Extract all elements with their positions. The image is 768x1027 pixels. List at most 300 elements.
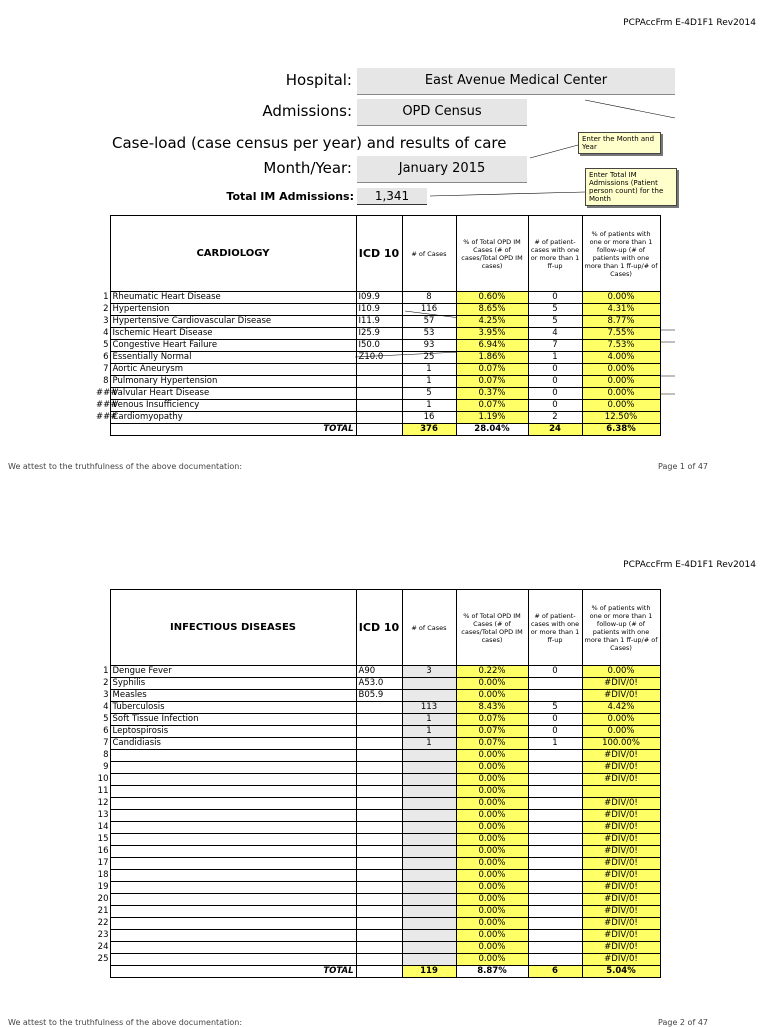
pct-total[interactable]: 6.94% [456, 340, 528, 352]
followup-count[interactable] [528, 930, 582, 942]
table-row [96, 292, 660, 304]
pct-followup[interactable]: 0.00% [582, 376, 660, 388]
followup-count[interactable]: 7 [528, 340, 582, 352]
row-number: 20 [97, 894, 109, 904]
total-cases: 119 [402, 966, 456, 978]
pct-total[interactable]: 0.00% [456, 954, 528, 966]
table-row [96, 678, 660, 690]
pct-total[interactable]: 0.00% [456, 846, 528, 858]
followup-count[interactable] [528, 834, 582, 846]
icd-code[interactable] [356, 786, 402, 798]
pct-followup[interactable]: #DIV/0! [582, 762, 660, 774]
pct-total[interactable]: 0.07% [456, 376, 528, 388]
row-number: 17 [97, 858, 109, 868]
followup-count[interactable]: 0 [528, 388, 582, 400]
case-count[interactable]: 1 [402, 738, 456, 750]
followup-count[interactable] [528, 810, 582, 822]
icd-code[interactable]: I50.0 [356, 340, 402, 352]
disease-name[interactable]: Venous Insufficiency [110, 400, 356, 412]
icd-code[interactable] [356, 870, 402, 882]
pct-followup[interactable]: 0.00% [582, 388, 660, 400]
followup-count[interactable]: 0 [528, 292, 582, 304]
case-count[interactable] [402, 678, 456, 690]
followup-count[interactable] [528, 786, 582, 798]
pct-followup[interactable]: #DIV/0! [582, 918, 660, 930]
month-field[interactable]: January 2015 [357, 156, 527, 183]
pct-followup[interactable]: 0.00% [582, 666, 660, 678]
case-count[interactable] [402, 918, 456, 930]
case-count[interactable] [402, 786, 456, 798]
table-row [96, 954, 660, 966]
row-number: 1 [103, 292, 109, 302]
total-spacer [96, 966, 110, 978]
col-pct-total: % of Total OPD IM Cases (# of cases/Total OPD IM cases) [456, 590, 528, 666]
total-row [96, 966, 660, 978]
case-count[interactable]: 116 [402, 304, 456, 316]
disease-name[interactable] [110, 774, 356, 786]
icd-code[interactable] [356, 894, 402, 906]
followup-count[interactable]: 0 [528, 666, 582, 678]
icd-code[interactable] [356, 834, 402, 846]
table-row [96, 930, 660, 942]
pct-followup[interactable]: 7.55% [582, 328, 660, 340]
disease-name[interactable] [110, 942, 356, 954]
table-row [96, 906, 660, 918]
pct-total[interactable]: 0.07% [456, 738, 528, 750]
pct-total[interactable]: 0.00% [456, 834, 528, 846]
icd-code[interactable] [356, 930, 402, 942]
case-count[interactable]: 1 [402, 364, 456, 376]
case-count[interactable]: 8 [402, 292, 456, 304]
row-number: 9 [103, 762, 109, 772]
case-count[interactable]: 57 [402, 316, 456, 328]
disease-name[interactable]: Congestive Heart Failure [110, 340, 356, 352]
disease-name[interactable] [110, 750, 356, 762]
case-count[interactable]: 53 [402, 328, 456, 340]
table-row [96, 666, 660, 678]
pct-followup[interactable]: #DIV/0! [582, 774, 660, 786]
followup-count[interactable] [528, 678, 582, 690]
pct-total[interactable]: 8.65% [456, 304, 528, 316]
pct-followup[interactable]: 0.00% [582, 292, 660, 304]
icd-code[interactable]: B05.9 [356, 690, 402, 702]
followup-count[interactable]: 1 [528, 352, 582, 364]
followup-count[interactable]: 1 [528, 738, 582, 750]
case-count[interactable]: 1 [402, 726, 456, 738]
col-icd: ICD 10 [356, 590, 402, 666]
case-count[interactable] [402, 834, 456, 846]
icd-code[interactable] [356, 822, 402, 834]
pct-total[interactable]: 0.00% [456, 930, 528, 942]
pct-total[interactable]: 0.00% [456, 798, 528, 810]
pct-total[interactable]: 0.07% [456, 364, 528, 376]
followup-count[interactable] [528, 822, 582, 834]
icd-code[interactable] [356, 846, 402, 858]
pct-total[interactable]: 4.25% [456, 316, 528, 328]
admissions-field[interactable]: OPD Census [357, 99, 527, 126]
pct-followup[interactable]: #DIV/0! [582, 750, 660, 762]
pct-followup[interactable]: #DIV/0! [582, 810, 660, 822]
icd-code[interactable] [356, 906, 402, 918]
row-number: 14 [97, 822, 109, 832]
case-count[interactable]: 1 [402, 400, 456, 412]
row-number: 4 [103, 328, 109, 338]
case-count[interactable] [402, 762, 456, 774]
infectious-table [96, 589, 661, 978]
pct-total[interactable]: 0.00% [456, 882, 528, 894]
cardiology-table [96, 215, 661, 436]
pct-followup[interactable]: #DIV/0! [582, 930, 660, 942]
table-row [96, 400, 660, 412]
icd-code[interactable] [356, 714, 402, 726]
icd-code[interactable] [356, 702, 402, 714]
total-admissions-field[interactable]: 1,341 [357, 188, 427, 205]
row-number: 15 [97, 834, 109, 844]
followup-count[interactable] [528, 798, 582, 810]
pct-followup[interactable]: #DIV/0! [582, 894, 660, 906]
icd-code[interactable] [356, 882, 402, 894]
row-number: 3 [103, 316, 109, 326]
followup-count[interactable] [528, 954, 582, 966]
case-count[interactable]: 3 [402, 666, 456, 678]
disease-name[interactable] [110, 810, 356, 822]
pct-followup[interactable]: 4.00% [582, 352, 660, 364]
pct-total[interactable]: 0.00% [456, 690, 528, 702]
pct-total[interactable]: 0.00% [456, 822, 528, 834]
pct-total[interactable]: 0.07% [456, 714, 528, 726]
icd-code[interactable] [356, 774, 402, 786]
total-pct: 28.04% [456, 424, 528, 436]
col-cases: # of Cases [402, 590, 456, 666]
followup-count[interactable] [528, 942, 582, 954]
table-row [96, 834, 660, 846]
disease-name[interactable] [110, 870, 356, 882]
pct-followup[interactable]: #DIV/0! [582, 870, 660, 882]
footer-page2: Page 2 of 47 [658, 1018, 708, 1027]
row-number: 5 [103, 714, 109, 724]
total-icd-blank [356, 424, 402, 436]
disease-name[interactable]: Hypertension [110, 304, 356, 316]
icd-code[interactable] [356, 762, 402, 774]
total-label: TOTAL [110, 424, 356, 436]
pct-followup[interactable]: 4.42% [582, 702, 660, 714]
note-month: Enter the Month and Year [578, 132, 661, 154]
case-count[interactable] [402, 882, 456, 894]
pct-total[interactable]: 1.19% [456, 412, 528, 424]
pct-followup[interactable]: 0.00% [582, 714, 660, 726]
case-count[interactable] [402, 954, 456, 966]
table-row [96, 870, 660, 882]
disease-name[interactable]: Rheumatic Heart Disease [110, 292, 356, 304]
disease-name[interactable]: Pulmonary Hypertension [110, 376, 356, 388]
case-count[interactable]: 93 [402, 340, 456, 352]
disease-name[interactable]: Valvular Heart Disease [110, 388, 356, 400]
pct-total[interactable]: 0.07% [456, 726, 528, 738]
pct-followup[interactable]: #DIV/0! [582, 858, 660, 870]
pct-total[interactable]: 0.00% [456, 762, 528, 774]
table-row [96, 316, 660, 328]
case-count[interactable] [402, 870, 456, 882]
case-count[interactable] [402, 774, 456, 786]
pct-total[interactable]: 0.22% [456, 666, 528, 678]
followup-count[interactable] [528, 762, 582, 774]
pct-followup[interactable]: #DIV/0! [582, 822, 660, 834]
followup-count[interactable]: 0 [528, 400, 582, 412]
followup-count[interactable]: 4 [528, 328, 582, 340]
followup-count[interactable] [528, 870, 582, 882]
row-number: 2 [103, 304, 109, 314]
pct-followup[interactable]: 0.00% [582, 400, 660, 412]
table-row [96, 304, 660, 316]
followup-count[interactable]: 0 [528, 376, 582, 388]
case-count[interactable] [402, 906, 456, 918]
table-row [96, 738, 660, 750]
row-number: 6 [103, 352, 109, 362]
icd-code[interactable] [356, 400, 402, 412]
note-total: Enter Total IM Admissions (Patient person count) for the Month [585, 168, 677, 206]
disease-name[interactable] [110, 834, 356, 846]
total-pct: 8.87% [456, 966, 528, 978]
icd-code[interactable] [356, 798, 402, 810]
followup-count[interactable] [528, 906, 582, 918]
pct-total[interactable]: 0.00% [456, 906, 528, 918]
case-count[interactable]: 1 [402, 376, 456, 388]
table-row [96, 690, 660, 702]
pct-followup[interactable]: #DIV/0! [582, 834, 660, 846]
row-number: ### [96, 412, 118, 422]
icd-code[interactable] [356, 810, 402, 822]
followup-count[interactable]: 2 [528, 412, 582, 424]
followup-count[interactable]: 0 [528, 364, 582, 376]
pct-followup[interactable]: 0.00% [582, 364, 660, 376]
col-followup: # of patient-cases with one or more than 1 ff-up [528, 590, 582, 666]
icd-code[interactable] [356, 364, 402, 376]
table-row [96, 858, 660, 870]
pct-followup[interactable]: #DIV/0! [582, 798, 660, 810]
case-count[interactable]: 5 [402, 388, 456, 400]
table-row [96, 810, 660, 822]
pct-followup[interactable]: #DIV/0! [582, 906, 660, 918]
row-number: ### [96, 388, 118, 398]
disease-name[interactable]: Syphilis [110, 678, 356, 690]
disease-name[interactable]: Hypertensive Cardiovascular Disease [110, 316, 356, 328]
icd-code[interactable] [356, 388, 402, 400]
cardiology-rows [96, 292, 660, 436]
pct-followup[interactable]: 4.31% [582, 304, 660, 316]
followup-count[interactable]: 0 [528, 726, 582, 738]
form-code: PCPAccFrm E-4D1F1 Rev2014 [623, 18, 756, 28]
row-number: 4 [103, 702, 109, 712]
table-row [96, 352, 660, 364]
disease-name[interactable] [110, 846, 356, 858]
disease-name[interactable] [110, 894, 356, 906]
icd-code[interactable] [356, 942, 402, 954]
followup-count[interactable]: 5 [528, 304, 582, 316]
pct-total[interactable]: 0.60% [456, 292, 528, 304]
total-followup: 24 [528, 424, 582, 436]
disease-name[interactable] [110, 882, 356, 894]
case-count[interactable] [402, 822, 456, 834]
case-count[interactable]: 1 [402, 714, 456, 726]
icd-code[interactable]: Z10.0 [356, 352, 402, 364]
col-icd: ICD 10 [356, 216, 402, 292]
pct-followup[interactable]: #DIV/0! [582, 882, 660, 894]
row-number: 16 [97, 846, 109, 856]
pct-followup[interactable]: #DIV/0! [582, 942, 660, 954]
pct-total[interactable]: 0.00% [456, 858, 528, 870]
row-number: 19 [97, 882, 109, 892]
disease-name[interactable]: Tuberculosis [110, 702, 356, 714]
icd-code[interactable] [356, 376, 402, 388]
pct-followup[interactable]: #DIV/0! [582, 846, 660, 858]
table-row [96, 726, 660, 738]
disease-name[interactable] [110, 762, 356, 774]
pct-followup[interactable]: #DIV/0! [582, 690, 660, 702]
followup-count[interactable] [528, 882, 582, 894]
pct-total[interactable]: 0.00% [456, 750, 528, 762]
pct-total[interactable]: 0.00% [456, 870, 528, 882]
total-pct-followup: 6.38% [582, 424, 660, 436]
pct-followup[interactable]: 7.53% [582, 340, 660, 352]
pct-followup[interactable]: #DIV/0! [582, 678, 660, 690]
icd-code[interactable]: I09.9 [356, 292, 402, 304]
followup-count[interactable] [528, 918, 582, 930]
row-number: 23 [97, 930, 109, 940]
pct-total[interactable]: 0.00% [456, 894, 528, 906]
pct-followup[interactable]: #DIV/0! [582, 954, 660, 966]
case-count[interactable]: 25 [402, 352, 456, 364]
disease-name[interactable]: Essentially Normal [110, 352, 356, 364]
pct-total[interactable]: 0.00% [456, 942, 528, 954]
pct-total[interactable]: 1.86% [456, 352, 528, 364]
case-count[interactable] [402, 858, 456, 870]
icd-code[interactable] [356, 858, 402, 870]
disease-name[interactable]: Measles [110, 690, 356, 702]
case-count[interactable] [402, 798, 456, 810]
table-row [96, 328, 660, 340]
disease-name[interactable]: Candidiasis [110, 738, 356, 750]
table-row [96, 894, 660, 906]
pct-followup[interactable] [582, 786, 660, 798]
row-number: 1 [103, 666, 109, 676]
pct-followup[interactable]: 8.77% [582, 316, 660, 328]
disease-name[interactable]: Ischemic Heart Disease [110, 328, 356, 340]
disease-name[interactable]: Dengue Fever [110, 666, 356, 678]
disease-name[interactable]: Cardiomyopathy [110, 412, 356, 424]
col-followup: # of patient-cases with one or more than 1 ff-up [528, 216, 582, 292]
pct-followup[interactable]: 0.00% [582, 726, 660, 738]
case-count[interactable]: 16 [402, 412, 456, 424]
row-number: 6 [103, 726, 109, 736]
disease-name[interactable] [110, 786, 356, 798]
disease-name[interactable] [110, 858, 356, 870]
hospital-label: Hospital: [285, 71, 352, 89]
col-pct-followup: % of patients with one or more than 1 follow-up (# of patients with one more than 1 ff-up/# of Cases) [582, 216, 660, 292]
icd-code[interactable] [356, 918, 402, 930]
pct-total[interactable]: 3.95% [456, 328, 528, 340]
icd-code[interactable]: I10.9 [356, 304, 402, 316]
icd-code[interactable] [356, 726, 402, 738]
icd-code[interactable] [356, 412, 402, 424]
col-pct-followup: % of patients with one or more than 1 follow-up (# of patients with one more than 1 ff-up/# of Cases) [582, 590, 660, 666]
followup-count[interactable] [528, 894, 582, 906]
table-row [96, 412, 660, 424]
case-count[interactable] [402, 894, 456, 906]
followup-count[interactable] [528, 846, 582, 858]
followup-count[interactable]: 5 [528, 702, 582, 714]
pct-total[interactable]: 0.00% [456, 810, 528, 822]
followup-count[interactable] [528, 774, 582, 786]
disease-name[interactable] [110, 906, 356, 918]
caseload-title: Case-load (case census per year) and results of care [112, 134, 507, 152]
hospital-field[interactable]: East Avenue Medical Center [357, 68, 675, 95]
pct-total[interactable]: 0.00% [456, 678, 528, 690]
case-count[interactable] [402, 942, 456, 954]
disease-name[interactable]: Aortic Aneurysm [110, 364, 356, 376]
case-count[interactable] [402, 930, 456, 942]
total-admissions-label: Total IM Admissions: [226, 190, 354, 203]
followup-count[interactable] [528, 690, 582, 702]
followup-count[interactable]: 5 [528, 316, 582, 328]
followup-count[interactable]: 0 [528, 714, 582, 726]
section-title-cardiology: CARDIOLOGY [110, 216, 356, 292]
total-row [96, 424, 660, 436]
table-row [96, 714, 660, 726]
icd-code[interactable] [356, 954, 402, 966]
case-count[interactable] [402, 846, 456, 858]
disease-name[interactable] [110, 954, 356, 966]
pct-total[interactable]: 0.00% [456, 918, 528, 930]
disease-name[interactable]: Soft Tissue Infection [110, 714, 356, 726]
icd-code[interactable]: I25.9 [356, 328, 402, 340]
col-cases: # of Cases [402, 216, 456, 292]
case-count[interactable] [402, 750, 456, 762]
icd-code[interactable]: A53.0 [356, 678, 402, 690]
pct-followup[interactable]: 12.50% [582, 412, 660, 424]
footer-attest: We attest to the truthfulness of the above documentation: [8, 462, 243, 471]
pct-total[interactable]: 0.00% [456, 774, 528, 786]
case-count[interactable] [402, 690, 456, 702]
icd-code[interactable]: A90 [356, 666, 402, 678]
table-row [96, 798, 660, 810]
pct-followup[interactable]: 100.00% [582, 738, 660, 750]
case-count[interactable] [402, 810, 456, 822]
total-cases: 376 [402, 424, 456, 436]
total-icd-blank [356, 966, 402, 978]
disease-name[interactable] [110, 918, 356, 930]
col-pct-total: % of Total OPD IM Cases (# of cases/Total OPD IM cases) [456, 216, 528, 292]
pct-total[interactable]: 8.43% [456, 702, 528, 714]
disease-name[interactable] [110, 798, 356, 810]
disease-name[interactable] [110, 822, 356, 834]
case-count[interactable]: 113 [402, 702, 456, 714]
table-row [96, 942, 660, 954]
pct-total[interactable]: 0.07% [456, 400, 528, 412]
icd-code[interactable]: I11.9 [356, 316, 402, 328]
followup-count[interactable] [528, 858, 582, 870]
followup-count[interactable] [528, 750, 582, 762]
icd-code[interactable] [356, 750, 402, 762]
table-row [96, 762, 660, 774]
pct-total[interactable]: 0.37% [456, 388, 528, 400]
disease-name[interactable]: Leptospirosis [110, 726, 356, 738]
table-row [96, 376, 660, 388]
disease-name[interactable] [110, 930, 356, 942]
icd-code[interactable] [356, 738, 402, 750]
table-row [96, 774, 660, 786]
pct-total[interactable]: 0.00% [456, 786, 528, 798]
row-number: 18 [97, 870, 109, 880]
